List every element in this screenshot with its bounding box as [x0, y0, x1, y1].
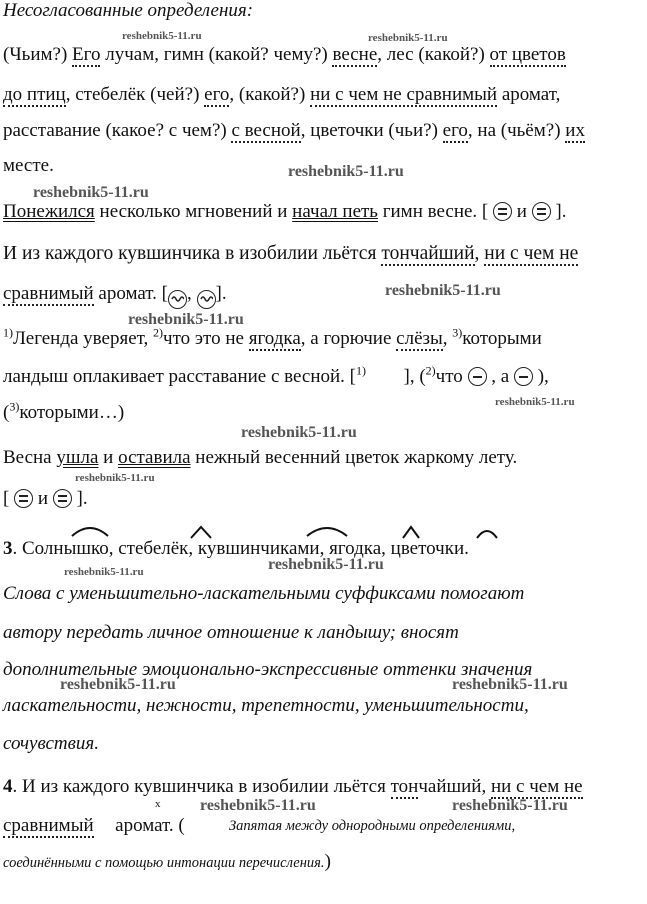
watermark: reshebnik5-11.ru	[385, 282, 501, 299]
watermark: reshebnik5-11.ru	[268, 556, 384, 573]
text-line: расставание (какое? с чем?) с весной, цветочки (чьи?) его, на (чьём?) их	[3, 120, 585, 141]
homogeneous-attribute-icon	[168, 290, 187, 309]
watermark: reshebnik5-11.ru	[60, 676, 176, 693]
text-line: $^{1)}$Легенда уверяет, $^{2)}$что это не ягодка, а горючие слёзы, $^{3)}$которыми	[3, 325, 542, 349]
suffix-mark	[70, 522, 110, 538]
text-line: И из каждого кувшинчика в изобилии льётся тончайший, ни с чем не	[3, 243, 579, 264]
text-line: сравнимый аромат. [ , ].	[3, 283, 227, 309]
text-line: до птиц, стебелёк (чей?) его, (какой?) ни с чем не сравнимый аромат,	[3, 84, 561, 105]
watermark: reshebnik5-11.ru	[368, 32, 448, 44]
text-line: [ и ].	[3, 488, 88, 509]
homogeneous-predicate-icon	[53, 489, 72, 508]
predicate-icon	[468, 367, 487, 386]
watermark: reshebnik5-11.ru	[128, 311, 244, 328]
text-line: сравнимый аромат. (	[3, 815, 185, 836]
watermark: reshebnik5-11.ru	[495, 396, 575, 408]
text-line: месте.	[3, 155, 54, 176]
note-text: Запятая между однородными определениями,	[229, 818, 516, 834]
text-line: сочувствия.	[3, 733, 99, 754]
homogeneous-predicate-icon	[532, 202, 551, 221]
text-line: ландыш оплакивает расставание с весной. [$^{1)}$ ], ($^{2)}$что , а ),	[3, 363, 549, 387]
watermark: reshebnik5-11.ru	[452, 676, 568, 693]
task-number: 3	[3, 538, 13, 559]
watermark: reshebnik5-11.ru	[200, 797, 316, 814]
suffix-mark	[475, 524, 499, 540]
watermark: reshebnik5-11.ru	[241, 424, 357, 441]
mark-x: х	[155, 798, 161, 810]
text-line: Понежился несколько мгновений и начал петь гимн весне. [ и ].	[3, 201, 567, 222]
watermark: reshebnik5-11.ru	[33, 184, 149, 201]
homogeneous-attribute-icon	[197, 290, 216, 309]
watermark: reshebnik5-11.ru	[75, 472, 155, 484]
text-line: соединёнными с помощью интонации перечисления.)	[3, 851, 331, 872]
text-line: дополнительные эмоционально-экспрессивные оттенки значения	[3, 659, 533, 680]
text-line: ласкательности, нежности, трепетности, уменьшительности,	[3, 695, 529, 716]
text-line: Весна ушла и оставила нежный весенний цветок жаркому лету.	[3, 447, 518, 468]
watermark: reshebnik5-11.ru	[64, 566, 144, 578]
heading: Несогласованные определения:	[3, 0, 254, 21]
text-line: 3. Солнышко, стебелёк, кувшинчиками, ягодка, цветочки.	[3, 538, 469, 559]
watermark: reshebnik5-11.ru	[288, 163, 404, 180]
text-line: автору передать личное отношение к ландышу; вносят	[3, 622, 459, 643]
watermark: reshebnik5-11.ru	[122, 30, 202, 42]
predicate-icon	[514, 367, 533, 386]
homogeneous-predicate-icon	[14, 489, 33, 508]
suffix-mark	[305, 522, 349, 538]
text-line: 4. И из каждого кувшинчика в изобилии льётся тончайший, ни с чем не	[3, 776, 583, 797]
homogeneous-predicate-icon	[493, 202, 512, 221]
text-line: (Чьим?) Его лучам, гимн (какой? чему?) весне, лес (какой?) от цветов	[3, 44, 566, 65]
text-line: Слова с уменьшительно-ласкательными суффиксами помогают	[3, 583, 525, 604]
text-line: ($^{3)}$которыми…)	[3, 399, 125, 423]
watermark: reshebnik5-11.ru	[452, 797, 568, 814]
task-number: 4	[3, 776, 13, 797]
